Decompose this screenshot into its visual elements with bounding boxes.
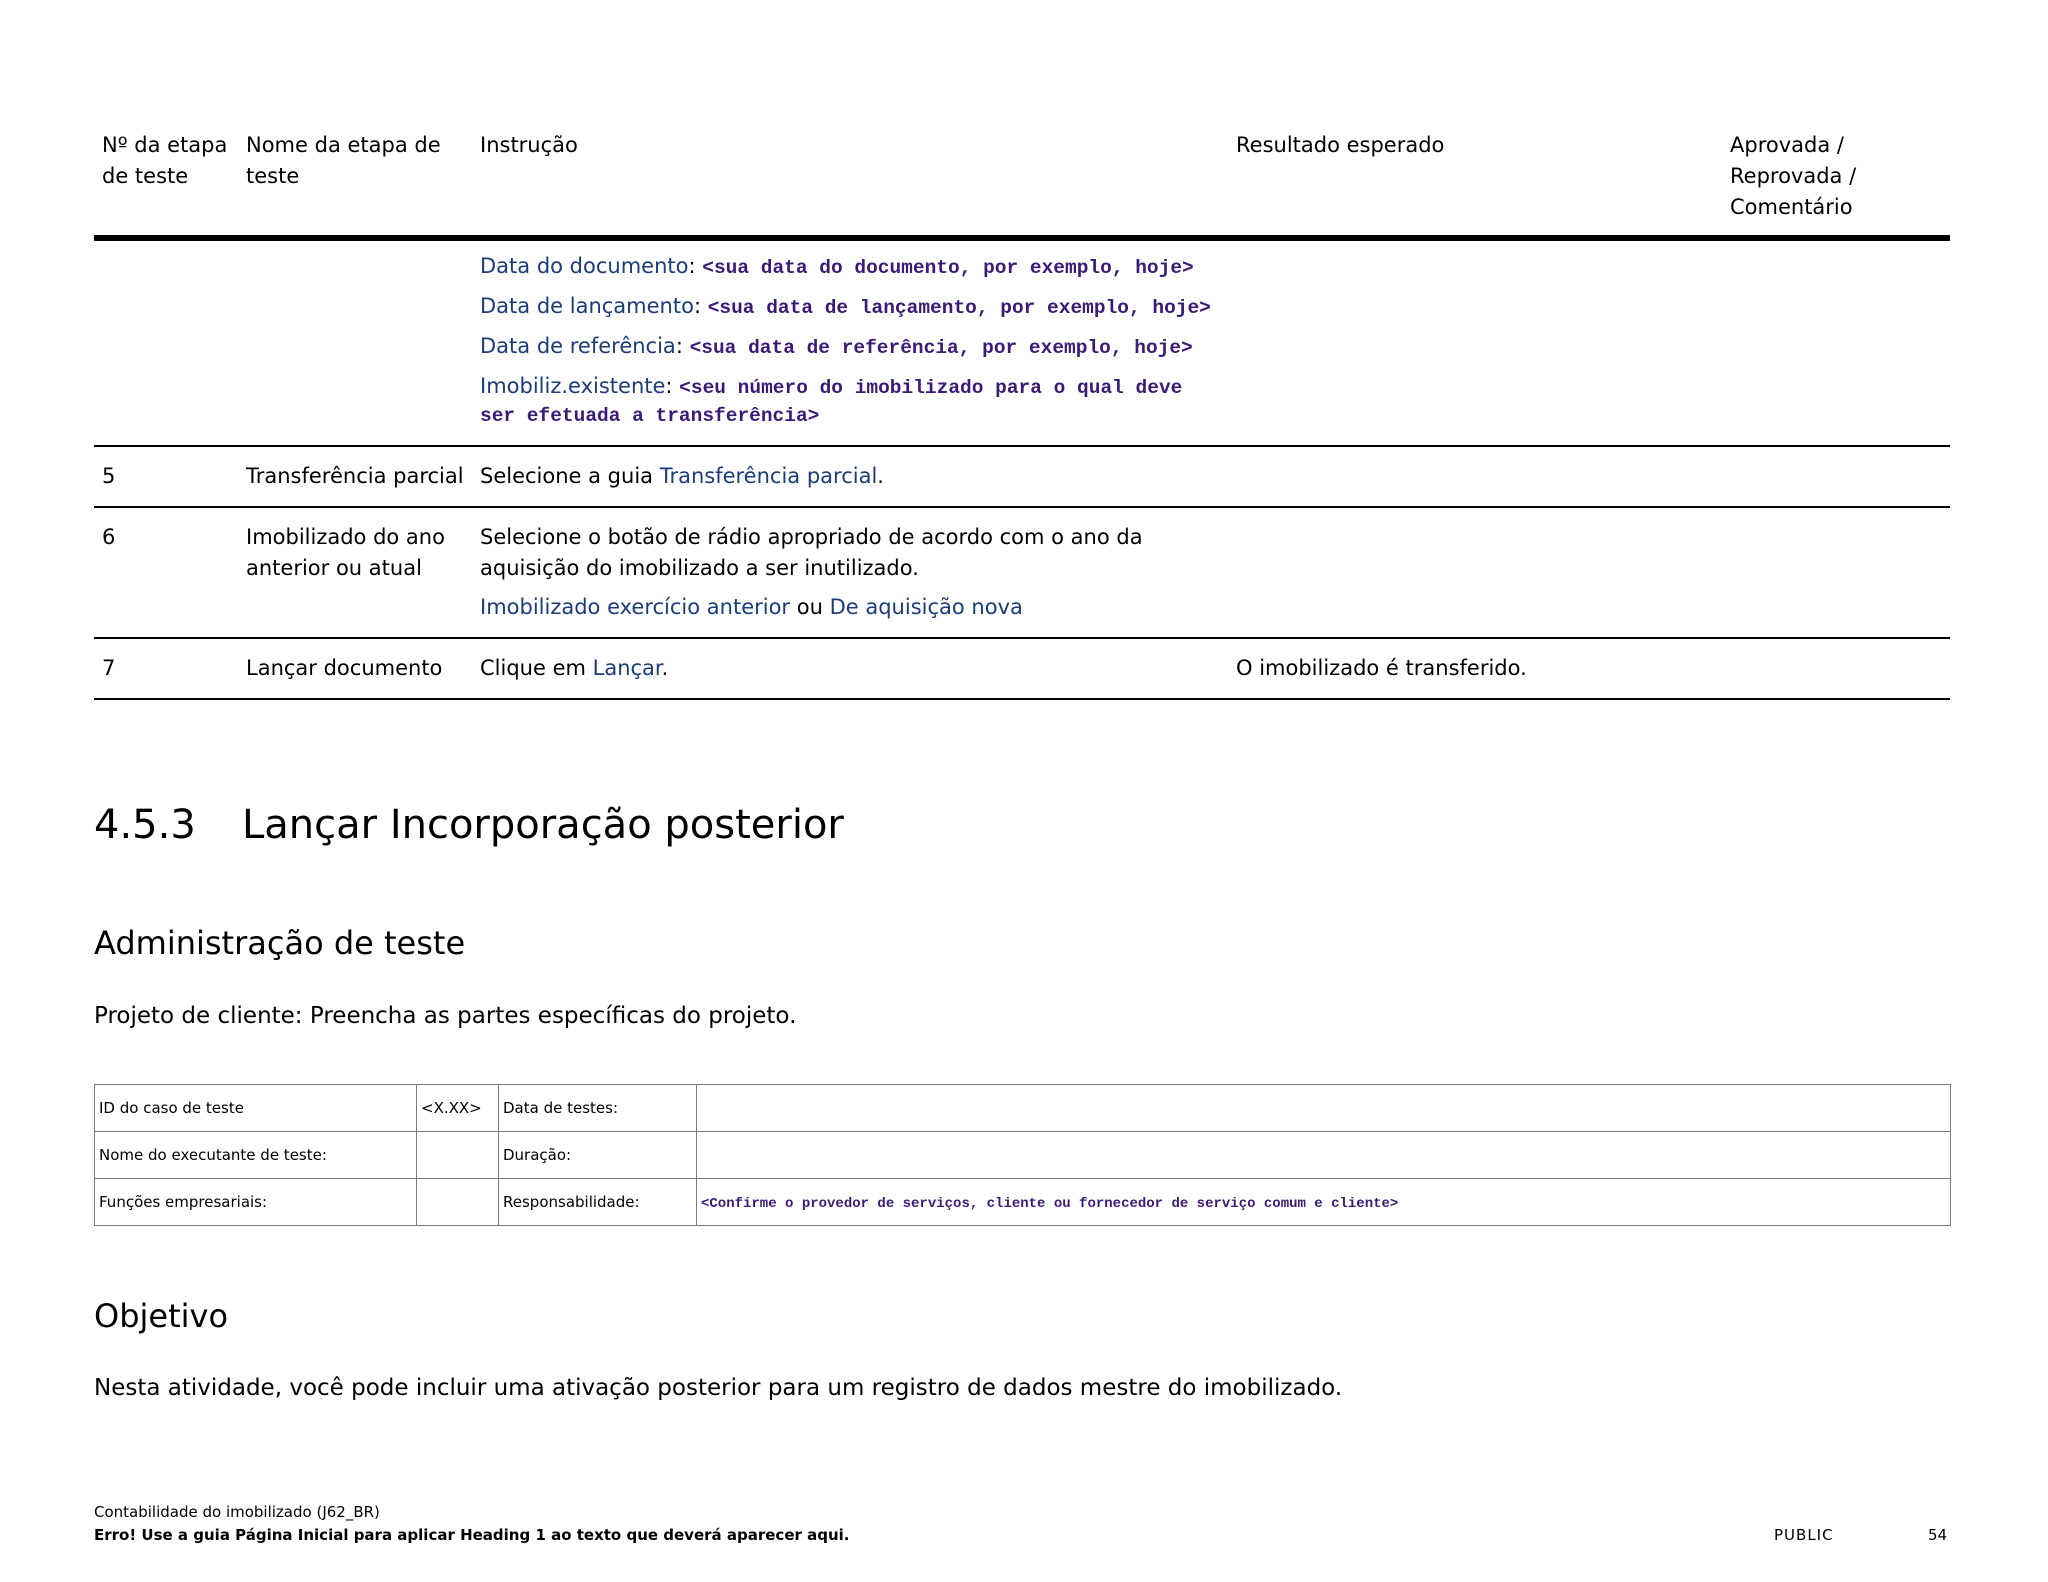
ui-element-reference: Transferência parcial [659,464,878,488]
table-row [95,1132,1951,1179]
table-row [94,507,1950,638]
step-name: Imobilizado do ano anterior ou atual [238,507,472,638]
field-label: Data de referência [480,334,676,358]
field-label: Imobiliz.existente [480,374,666,398]
footer-classification: PUBLIC [1774,1526,1834,1544]
step-number: 6 [94,507,238,638]
table-header-row [94,130,1950,238]
admin-label: Data de testes: [499,1085,697,1132]
admin-label: Nome do executante de teste: [95,1132,417,1179]
field-value-placeholder: <sua data do documento, por exemplo, hoje> [702,257,1194,279]
admin-label: Responsabilidade: [499,1179,697,1226]
section-number: 4.5.3 [94,802,196,848]
table-row [94,238,1950,446]
admin-intro: Projeto de cliente: Preencha as partes específicas do projeto. [94,1003,797,1029]
test-steps-table [94,130,1950,700]
step-name: Transferência parcial [238,446,472,507]
ui-element-reference: De aquisição nova [829,595,1023,619]
admin-label: Funções empresariais: [95,1179,417,1226]
table-row [94,446,1950,507]
field-value-placeholder: <sua data de referência, por exemplo, hoje> [689,337,1193,359]
admin-value [417,1179,499,1226]
step-instruction: Selecione o botão de rádio apropriado de acordo com o ano da aquisição do imobilizado a ser inutilizado. Imobilizado exercício anterior ou De aquisição nova [472,507,1228,638]
step-number: 5 [94,446,238,507]
admin-heading: Administração de teste [94,924,466,962]
field-label: Data do documento [480,254,689,278]
admin-value: <X.XX> [417,1085,499,1132]
admin-value [697,1132,1951,1179]
responsibility-placeholder: <Confirme o provedor de serviços, cliente ou fornecedor de serviço comum e cliente> [701,1195,1399,1212]
objective-text: Nesta atividade, você pode incluir uma ativação posterior para um registro de dados mestre do imobilizado. [94,1375,1343,1401]
step-name: Lançar documento [238,638,472,699]
section-title: Lançar Incorporação posterior [242,802,844,848]
header-approval: Aprovada / Reprovada / Comentário [1722,130,1950,238]
admin-value [697,1179,1951,1226]
ui-element-reference: Imobilizado exercício anterior [480,595,791,619]
table-row [95,1085,1951,1132]
table-row [95,1179,1951,1226]
ui-element-reference: Lançar [592,656,662,680]
footer-error-heading: Erro! Use a guia Página Inicial para aplicar Heading 1 ao texto que deverá aparecer aqui. [94,1526,850,1544]
section-heading [94,800,844,850]
param-existing-asset: Imobiliz.existente: <seu número do imobilizado para o qual deve ser efetuada a transferência> [480,374,1183,427]
step-number: 7 [94,638,238,699]
field-parameters [472,238,1228,446]
admin-label: Duração: [499,1132,697,1179]
admin-value [697,1085,1951,1132]
header-instruction: Instrução [472,130,1228,238]
table-row [94,638,1950,699]
step-instruction: Clique em Lançar. [472,638,1228,699]
step-instruction: Selecione a guia Transferência parcial. [472,446,1228,507]
param-reference-date: Data de referência: <sua data de referência, por exemplo, hoje> [480,334,1193,359]
param-posting-date: Data de lançamento: <sua data de lançamento, por exemplo, hoje> [480,294,1211,319]
test-admin-table [94,1084,1951,1226]
field-label: Data de lançamento [480,294,694,318]
field-value-placeholder: <seu número do imobilizado para o qual deve ser efetuada a transferência> [480,377,1183,427]
header-step-number: Nº da etapa de teste [94,130,238,238]
footer-doc-title: Contabilidade do imobilizado (J62_BR) [94,1503,380,1521]
header-expected-result: Resultado esperado [1228,130,1722,238]
admin-value [417,1132,499,1179]
header-step-name: Nome da etapa de teste [238,130,472,238]
step-expected-result: O imobilizado é transferido. [1228,638,1722,699]
admin-label: ID do caso de teste [95,1085,417,1132]
objective-heading: Objetivo [94,1297,229,1335]
field-value-placeholder: <sua data de lançamento, por exemplo, hoje> [707,297,1211,319]
page-number: 54 [1928,1526,1948,1544]
param-document-date: Data do documento: <sua data do documento, por exemplo, hoje> [480,254,1194,279]
